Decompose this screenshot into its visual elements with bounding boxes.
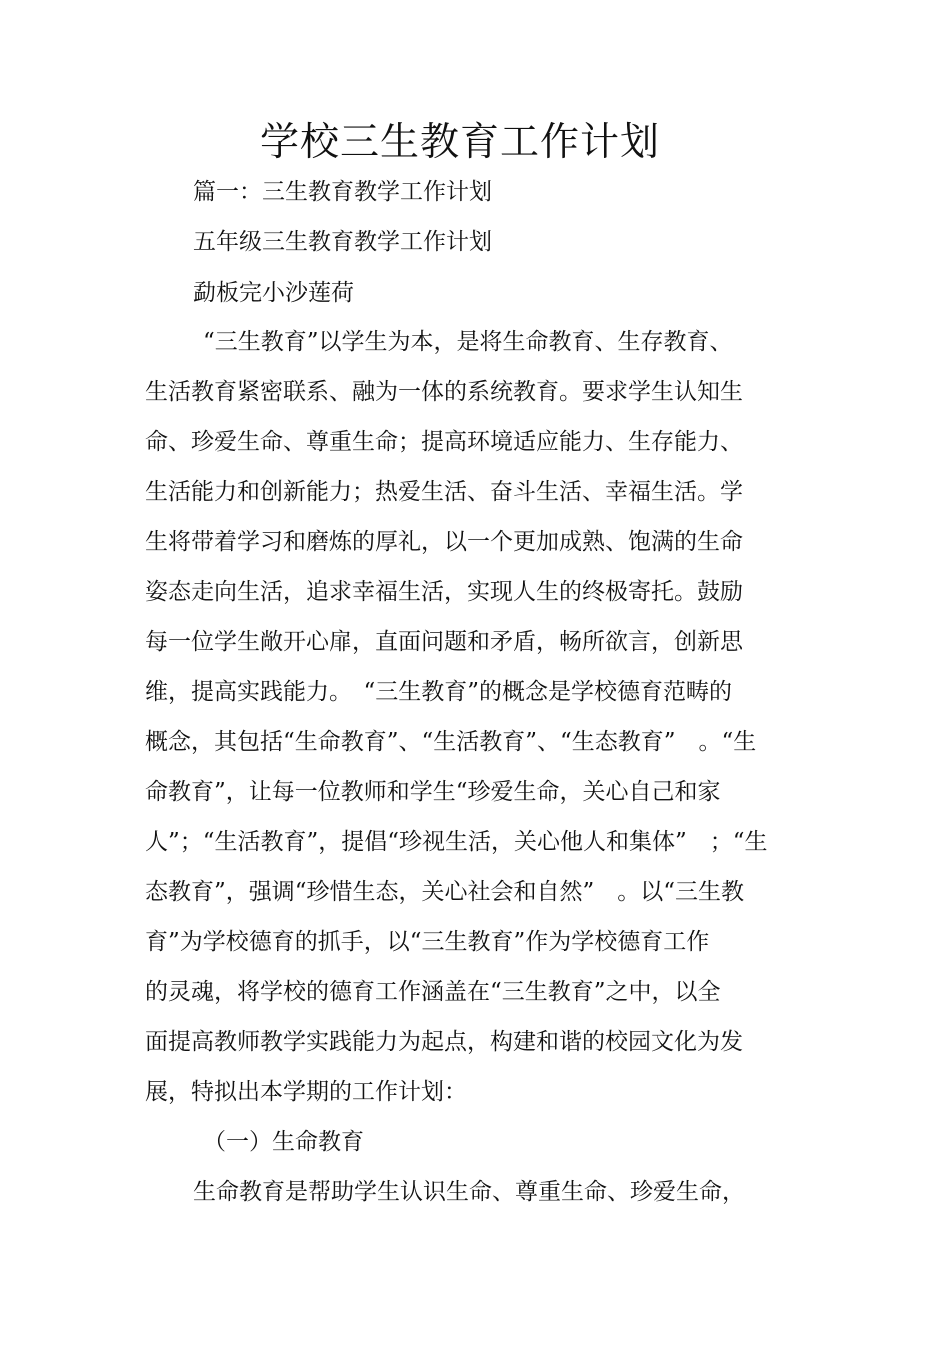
paragraph-line: 命、珍爱生命、尊重生命；提高环境适应能力、生存能力、	[145, 429, 743, 455]
paragraph-line: 每一位学生敞开心扉，直面问题和矛盾，畅所欲言，创新思	[145, 629, 743, 655]
paragraph-line: 概念，其包括“生命教育”、“生活教育”、“生态教育” 。“生	[145, 729, 757, 755]
section-heading: （一）生命教育	[203, 1129, 364, 1155]
paragraph-line: 展，特拟出本学期的工作计划：	[145, 1079, 467, 1105]
header-line-chapter: 篇一：三生教育教学工作计划	[193, 179, 492, 205]
document-title: 学校三生教育工作计划	[259, 120, 660, 165]
section-paragraph-line: 生命教育是帮助学生认识生命、尊重生命、珍爱生命，	[193, 1179, 745, 1205]
paragraph-line: 姿态走向生活，追求幸福生活，实现人生的终极寄托。鼓励	[145, 579, 743, 605]
paragraph-line: 生活教育紧密联系、融为一体的系统教育。要求学生认知生	[145, 379, 743, 405]
paragraph-line: 人”；“生活教育”，提倡“珍视生活，关心他人和集体” ；“生	[145, 829, 768, 855]
header-line-author: 勐板完小沙莲荷	[193, 280, 354, 306]
paragraph-line: 维，提高实践能力。 “三生教育”的概念是学校德育范畴的	[145, 679, 733, 705]
paragraph-line: 面提高教师教学实践能力为起点，构建和谐的校园文化为发	[145, 1029, 743, 1055]
paragraph-line: 生活能力和创新能力；热爱生活、奋斗生活、幸福生活。学	[145, 479, 743, 505]
paragraph-line: 态教育”，强调“珍惜生态，关心社会和自然” 。以“三生教	[145, 879, 745, 905]
paragraph-line: 育”为学校德育的抓手，以“三生教育”作为学校德育工作	[145, 929, 710, 955]
paragraph-line: “三生教育”以学生为本，是将生命教育、生存教育、	[203, 329, 733, 355]
paragraph-line: 的灵魂，将学校的德育工作涵盖在“三生教育”之中，以全	[145, 979, 721, 1005]
paragraph-line: 命教育”，让每一位教师和学生“珍爱生命，关心自己和家	[145, 779, 721, 805]
header-line-plan: 五年级三生教育教学工作计划	[193, 229, 492, 255]
paragraph-line: 生将带着学习和磨炼的厚礼，以一个更加成熟、饱满的生命	[145, 529, 743, 555]
